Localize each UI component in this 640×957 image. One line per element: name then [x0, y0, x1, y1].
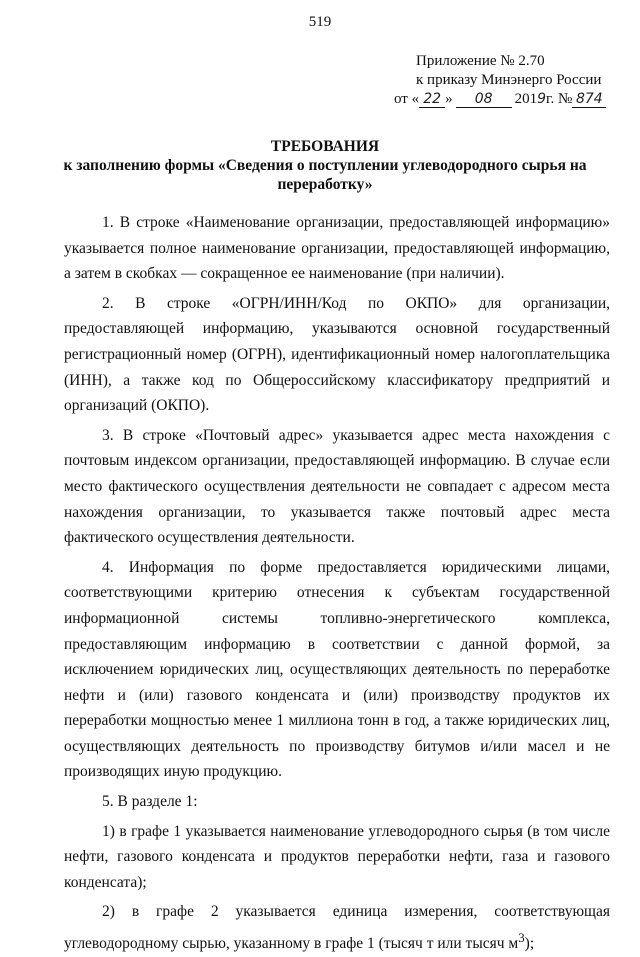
paragraph-5-2-superscript: 3 [518, 930, 525, 946]
document-body [64, 210, 610, 957]
appendix-date-line [394, 90, 606, 109]
paragraph-5-2 [64, 899, 610, 956]
paragraph-4: 4. Информация по форме предоставляется юридическими лицами, соответствующими критерию отнесения к субъектам государственной информационной системы топливно-энергетического комплекса, предоставляющим информацию в соответствии с данной формой, за исключением юридических лиц, осуществляющих деятельность по переработке нефти и (или) газового конденсата и (или) производству продуктов их переработки мощностью менее 1 миллиона тонн в год, а также юридических лиц, осуществляющих деятельность по производству битумов и/или масел и не производящих иную продукцию. [64, 558, 610, 781]
paragraph-5-2-text: 2) в графе 2 указывается единица измерения, соответствующая углеводородному сырью, указанному в графе 1 (тысяч т или тысяч м [64, 903, 610, 953]
date-month: 08 [456, 92, 512, 108]
document-subtitle: к заполнению формы «Сведения о поступлении углеводородного сырья на переработку» [63, 157, 587, 193]
page-number: 519 [308, 14, 332, 30]
paragraph-1: 1. В строке «Наименование организации, предоставляющей информацию» указывается полное наименование организации, предоставляющей информацию, а затем в скобках — сокращенное ее наименование (при наличии). [64, 214, 610, 283]
date-mid: » [445, 91, 453, 107]
paragraph-3: 3. В строке «Почтовый адрес» указывается адрес места нахождения с почтовым индексом организации, предоставляющей информацию. В случае если место фактического осуществления деятельности не совпадает с адресом места нахождения организации, то указывается также почтовый адрес места фактического осуществления деятельности. [64, 426, 610, 547]
appendix-order-ref: к приказу Минэнерго России [416, 72, 602, 88]
date-year-digit: 9 [537, 91, 547, 107]
paragraph-5: 5. В разделе 1: [102, 793, 198, 811]
appendix-number: Приложение № 2.70 [416, 53, 545, 69]
paragraph-5-1: 1) в графе 1 указывается наименование углеводородного сырья (в том числе нефти, газового конденсата и продуктов переработки нефти, газа и газового конденсата); [64, 822, 610, 891]
appendix-block [394, 52, 606, 109]
date-prefix: от « [394, 91, 420, 107]
order-number: 874 [572, 92, 606, 108]
document-heading [40, 137, 610, 194]
date-year-prefix: 201 [514, 91, 538, 107]
paragraph-5-2-tail: ); [524, 935, 535, 953]
document-title: ТРЕБОВАНИЯ [270, 138, 380, 155]
paragraph-2: 2. В строке «ОГРН/ИНН/Код по ОКПО» для организации, предоставляющей информацию, указываются основной государственный регистрационный номер (ОГРН), идентификационный номер налогоплательщика (ИНН), а также код по Общероссийскому классификатору предприятий и организаций (ОКПО). [64, 294, 610, 415]
date-day: 22 [419, 92, 445, 108]
date-year-suffix: г. № [546, 91, 573, 107]
